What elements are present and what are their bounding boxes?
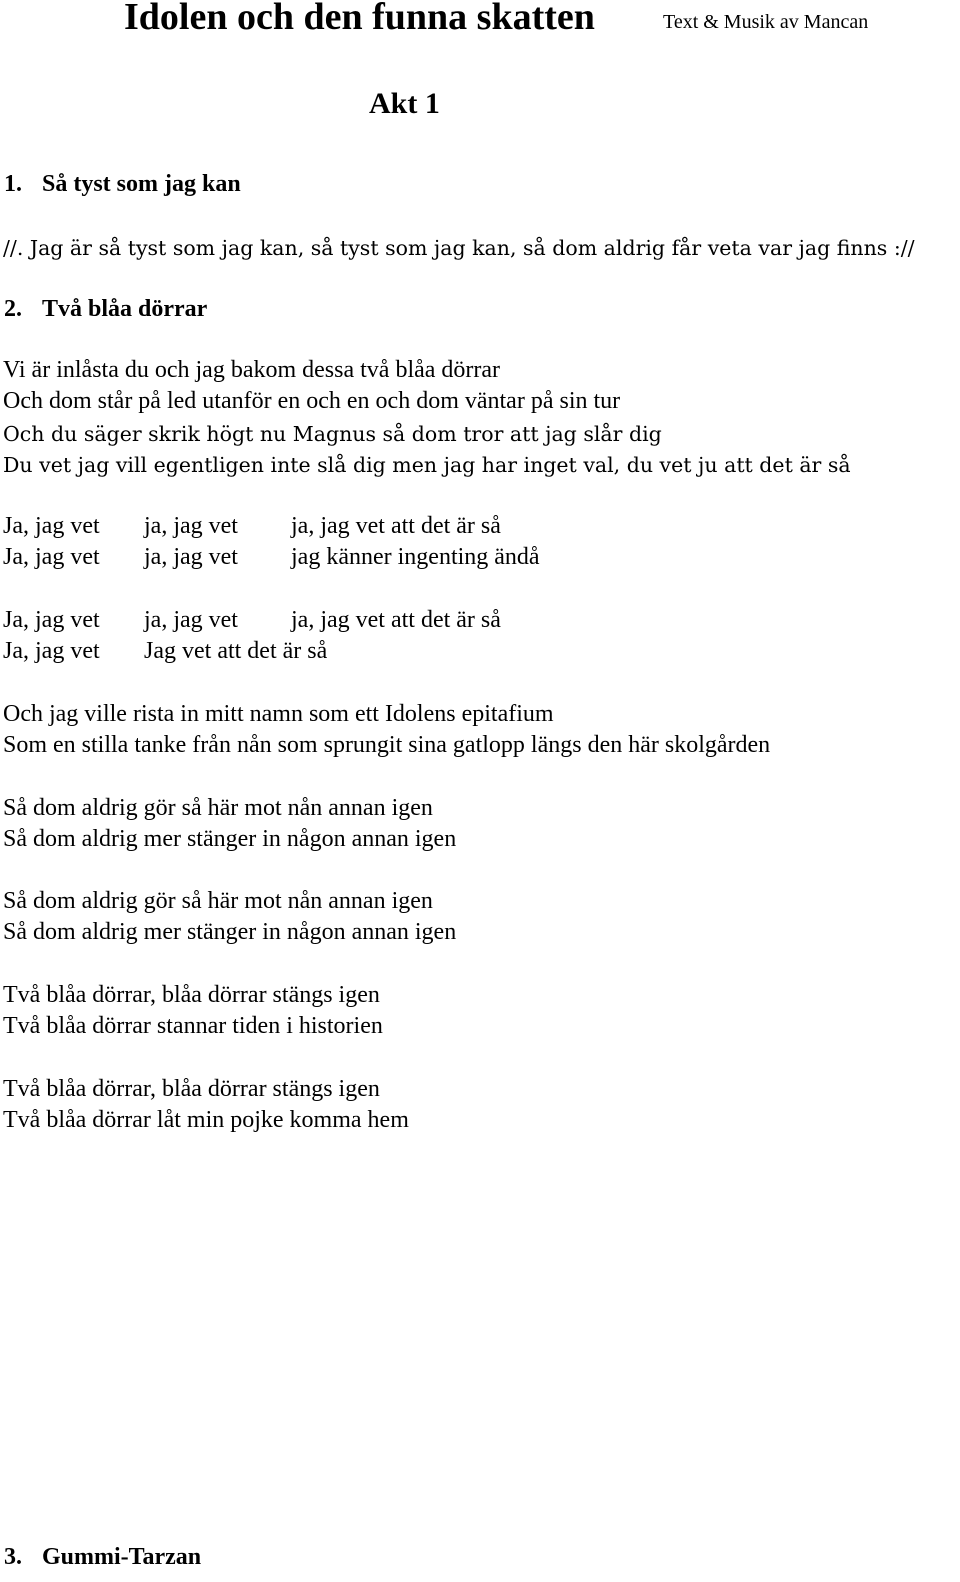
chorus-cell: Ja, jag vet [3,544,100,571]
song-heading-3 [4,1541,201,1573]
chorus-row [3,636,501,667]
lyric-line: Och du säger skrik högt nu Magnus så dom tror att jag slår dig [3,422,662,446]
song-number: 2. [4,296,22,322]
chorus-row [3,511,540,542]
lyric-line: Och dom står på led utanför en och en och dom väntar på sin tur [3,388,621,414]
chorus-cell: Ja, jag vet [3,638,100,665]
chorus-cell: ja, jag vet att det är så [291,607,501,633]
credit-line: Text & Musik av Mancan [663,11,869,33]
lyric-line: Två blåa dörrar, blåa dörrar stängs igen [3,1076,380,1102]
chorus-block [3,511,540,574]
song-1-line: //. Jag är så tyst som jag kan, så tyst som jag kan, så dom aldrig får veta var jag finns :// [3,236,915,260]
song-title: Så tyst som jag kan [42,171,241,197]
lyric-line: Du vet jag vill egentligen inte slå dig men jag har inget val, du vet ju att det är så [3,453,851,477]
chorus-cell: ja, jag vet [144,607,238,633]
chorus-block [3,605,501,668]
song-heading-1 [4,168,241,200]
lyric-line: Så dom aldrig mer stänger in någon annan igen [3,919,457,945]
lyric-line: Två blåa dörrar låt min pojke komma hem [3,1107,409,1133]
lyric-line: Som en stilla tanke från nån som sprungit sina gatlopp längs den här skolgården [3,732,771,758]
act-title: Akt 1 [369,87,440,120]
song-title: Två blåa dörrar [42,296,208,322]
lyric-line: Två blåa dörrar, blåa dörrar stängs igen [3,982,380,1008]
song-title: Gummi-Tarzan [42,1544,202,1570]
chorus-cell: Ja, jag vet [3,607,100,633]
chorus-cell: ja, jag vet [144,513,238,539]
lyric-line: Så dom aldrig gör så här mot nån annan igen [3,795,433,821]
song-heading-2 [4,293,207,325]
song-number: 1. [4,171,22,197]
chorus-cell: Jag vet att det är så [144,638,328,665]
chorus-row [3,605,501,636]
document-title: Idolen och den funna skatten [124,0,595,38]
chorus-cell: ja, jag vet [144,544,238,571]
chorus-cell: Ja, jag vet [3,513,100,539]
song-number: 3. [4,1544,22,1570]
chorus-row [3,542,540,573]
lyric-line: Så dom aldrig mer stänger in någon annan igen [3,826,457,852]
lyric-line: Vi är inlåsta du och jag bakom dessa två blåa dörrar [3,357,501,383]
chorus-cell: jag känner ingenting ändå [291,544,540,571]
chorus-cell: ja, jag vet att det är så [291,513,501,539]
lyric-line: Och jag ville rista in mitt namn som ett Idolens epitafium [3,701,554,727]
lyric-line: Så dom aldrig gör så här mot nån annan igen [3,888,433,914]
lyric-line: Två blåa dörrar stannar tiden i historien [3,1013,383,1039]
